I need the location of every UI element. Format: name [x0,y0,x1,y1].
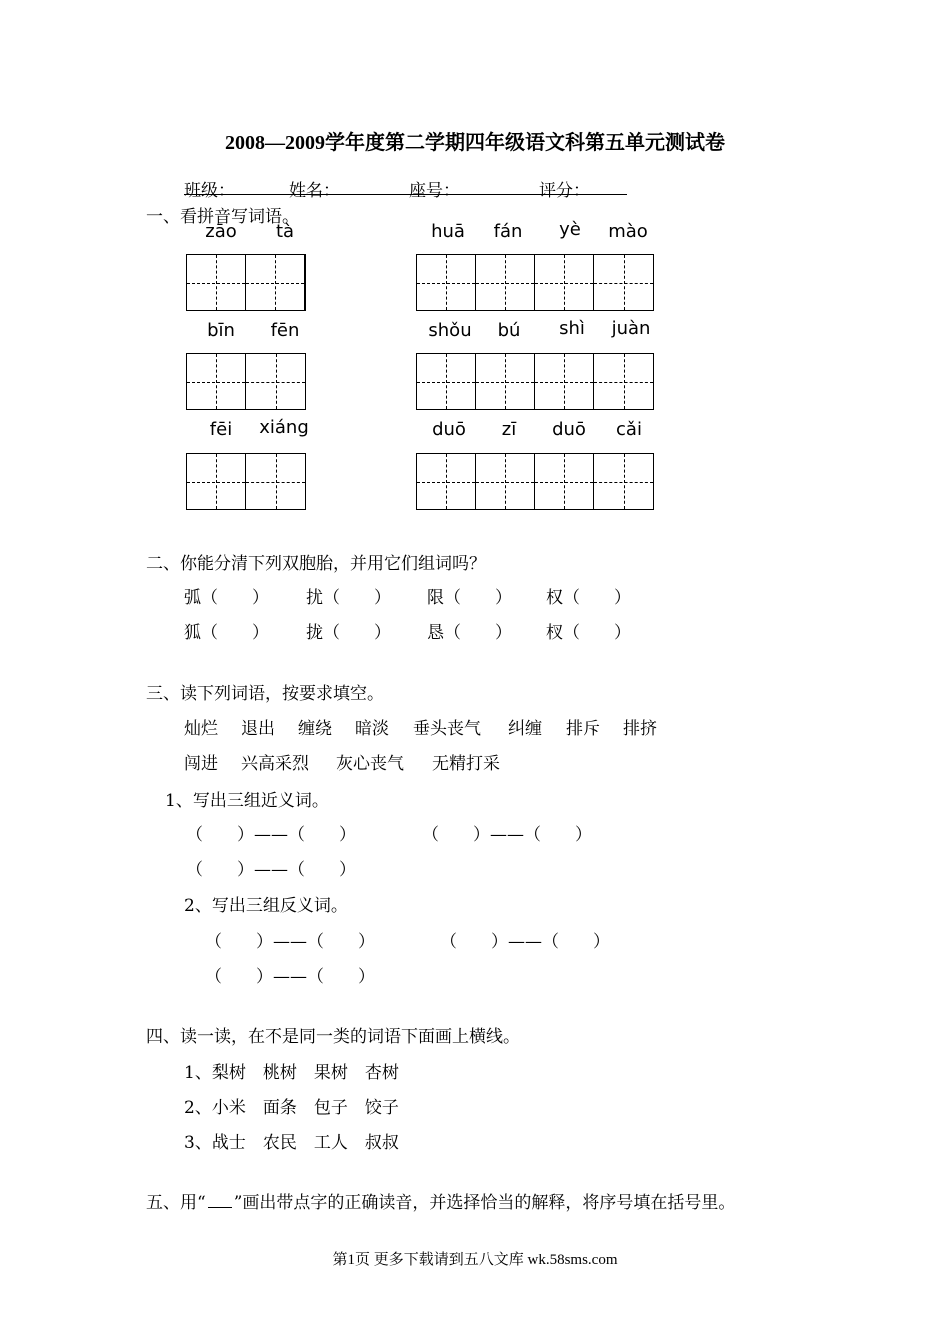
writing-grid-2 [186,453,306,510]
q2-item: 限（ ） [427,588,512,608]
q3-heading: 三、读下列词语，按要求填空。 [146,684,384,704]
q3-sub2: 2、写出三组反义词。 [184,896,348,916]
writing-grid-2 [186,353,306,410]
pinyin: zāo [205,221,237,242]
word: 暗淡 [355,719,389,739]
pinyin: bú [497,320,521,341]
word: 退出 [241,719,275,739]
answer-pair: （ ）——（ ） [440,932,610,952]
underline-blank [208,1193,232,1208]
q4-heading: 四、读一读，在不是同一类的词语下面画上横线。 [146,1027,520,1047]
q2-item: 权（ ） [546,588,631,608]
word: 排挤 [623,719,657,739]
q2-heading: 二、你能分清下列双胞胎，并用它们组词吗？ [146,554,486,574]
q5-heading-pre: 五、用“ [146,1193,206,1213]
q5-heading-post: ”画出带点字的正确读音，并选择恰当的解释，将序号填在括号里。 [233,1193,736,1213]
word: 灿烂 [184,719,218,739]
name-label: 姓名： [289,181,340,201]
word: 垂头丧气 [413,719,481,739]
q4-row: 1、梨树 桃树 果树 杏树 [184,1063,399,1083]
answer-pair: （ ）——（ ） [186,860,356,880]
q2-item: 弧（ ） [184,588,269,608]
pinyin: tà [275,221,295,242]
word: 兴高采烈 [241,754,309,774]
pinyin: mào [608,221,648,242]
word: 纠缠 [508,719,542,739]
q4-row: 2、小米 面条 包子 饺子 [184,1098,399,1118]
pinyin: duō [552,419,586,440]
answer-pair: （ ）——（ ） [205,967,375,987]
q2-item: 杈（ ） [546,623,631,643]
page-footer: 第1页 更多下载请到五八文库 wk.58sms.com [332,1252,618,1268]
pinyin: cǎi [616,419,642,440]
q2-item: 拢（ ） [306,623,391,643]
word: 灰心丧气 [336,754,404,774]
q5-heading [146,1188,735,1213]
q2-item: 恳（ ） [427,623,512,643]
answer-pair: （ ）——（ ） [186,825,356,845]
pinyin: shǒu [428,320,472,341]
pinyin: zī [501,419,517,440]
pinyin: huā [431,221,465,242]
pinyin: shì [559,318,585,339]
answer-pair: （ ）——（ ） [205,932,375,952]
score-label: 评分： [539,181,590,201]
pinyin: xiáng [259,417,309,438]
pinyin: duō [432,419,466,440]
writing-grid-4 [416,254,654,311]
word: 无精打采 [432,754,500,774]
answer-pair: （ ）——（ ） [422,825,592,845]
pinyin: fán [493,221,523,242]
writing-grid-4 [416,453,654,510]
word: 缠绕 [298,719,332,739]
word: 闯进 [184,754,218,774]
pinyin: yè [559,219,581,240]
q2-item: 狐（ ） [184,623,269,643]
word: 排斥 [566,719,600,739]
exam-title: 2008—2009学年度第二学期四年级语文科第五单元测试卷 [225,132,725,154]
seat-label: 座号： [409,181,460,201]
info-underline [184,194,627,195]
class-label: 班级： [184,181,235,201]
q3-sub1: 1、写出三组近义词。 [165,791,329,811]
writing-grid-4 [416,353,654,410]
pinyin: juàn [611,318,651,339]
pinyin: fēn [270,320,300,341]
pinyin: bīn [207,320,235,341]
pinyin: fēi [209,419,233,440]
q2-item: 扰（ ） [306,588,391,608]
q1-heading: 一、看拼音写词语。 [146,207,299,227]
q4-row: 3、战士 农民 工人 叔叔 [184,1133,399,1153]
writing-grid-2 [186,254,306,311]
